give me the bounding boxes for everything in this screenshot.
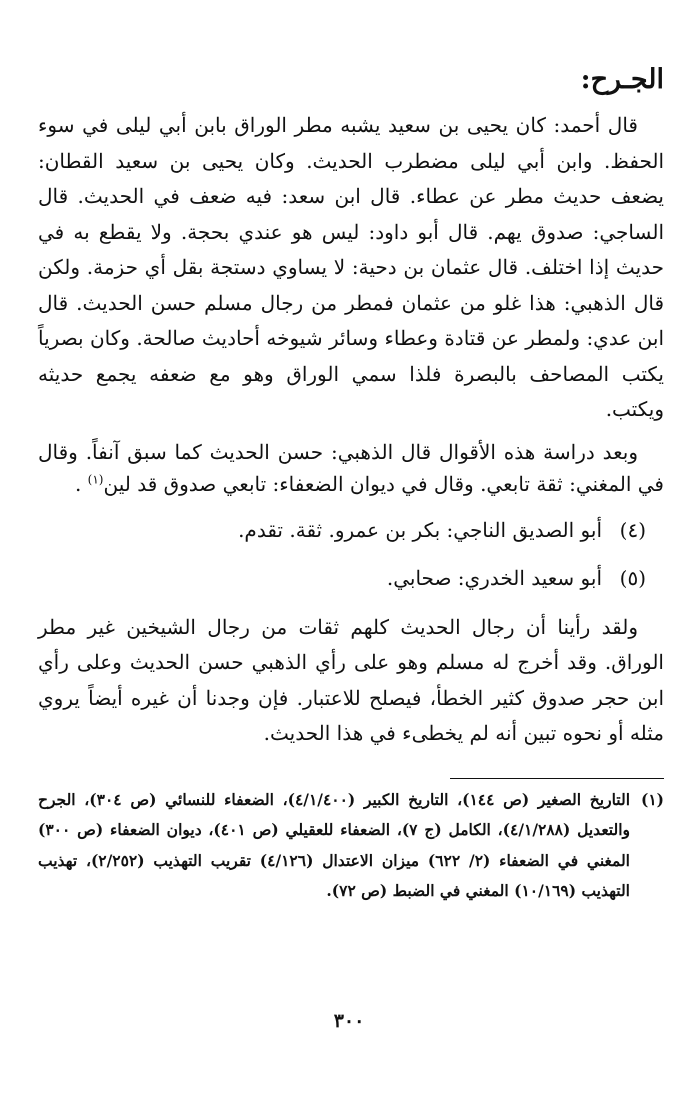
footnote-text: التاريخ الصغير (ص ١٤٤)، التاريخ الكبير (٤/١/٤٠٠)، الضعفاء للنسائي (ص ٣٠٤)، الجرح والتعديل (٤/١/٢٨٨)، الكامل (ج ٧)، الضعفاء للعقيلي (ص ٤٠١)، ديوان الضعفاء (ص ٣٠٠) المغني في الضعفاء (٢/ ٦٢٢) ميزان الاعتدال (٤/١٢٦) تقريب التهذيب (٢/٢٥٢)، تهذيب التهذيب (١٠/١٦٩) المغني في الضبط (ص ٧٢). — [38, 789, 631, 900]
footnote-number: (١) — [640, 789, 664, 809]
paragraph-conclusion-end: . — [74, 471, 88, 496]
footnote-divider — [450, 778, 664, 779]
paragraph-criticism: قال أحمد: كان يحيى بن سعيد يشبه مطر الوراق بابن أبي ليلى في سوء الحفظ. وابن أبي ليلى مضطرب الحديث. وكان يحيى بن سعيد القطان: يضعف حديث مطر عن عطاء. قال ابن سعد: فيه ضعف في الحديث. قال الساجي: صدوق يهم. قال أبو داود: ليس هو عندي بحجة. ولا يقطع به في حديث إذا اختلف. قال عثمان بن دحية: لا يساوي دستجة بقل أي حزمة. ولكن قال الذهبي: هذا غلو من عثمان فمطر من رجال مسلم حسن الحديث. قال ابن عدي: ولمطر عن قتادة وعطاء وسائر شيوخه أحاديث صالحة. وكان بصرياً يكتب المصاحف بالبصرة فلذا سمي الوراق وهو مع ضعفه يجمع حديثه ويكتب. — [38, 113, 664, 421]
section-heading: الجـرح: — [580, 64, 664, 95]
page-body — [38, 60, 664, 907]
list-item-4 — [38, 512, 664, 548]
list-item-text: أبو سعيد الخدري: صحابي. — [386, 565, 602, 590]
paragraph-evaluation: ولقد رأينا أن رجال الحديث كلهم ثقات من رجال الشيخين غير مطر الوراق. وقد أخرج له مسلم وهو على رأي الذهبي حسن الحديث وعلى رأي ابن حجر صدوق كثير الخطأ، فيصلح للاعتبار. فإن وجدنا أن غيره أيضاً يروي مثله أو نحوه تبين أنه لم يخطىء في هذا الحديث. — [38, 614, 664, 745]
paragraph-conclusion — [38, 436, 664, 500]
footnote-reference[interactable]: (١) — [87, 471, 104, 486]
list-item-number: (٤) — [619, 517, 646, 542]
page-number: ٣٠٠ — [333, 1010, 365, 1032]
list-item-5 — [38, 560, 664, 596]
list-item-number: (٥) — [619, 565, 646, 590]
list-item-text: أبو الصديق الناجي: بكر بن عمرو. ثقة. تقدم. — [238, 517, 602, 542]
paragraph-conclusion-text: وبعد دراسة هذه الأقوال قال الذهبي: حسن الحديث كما سبق آنفاً. وقال في المغني: ثقة تابعي. وقال في ديوان الضعفاء: تابعي صدوق قد لين — [38, 439, 664, 496]
footnote — [38, 785, 664, 907]
